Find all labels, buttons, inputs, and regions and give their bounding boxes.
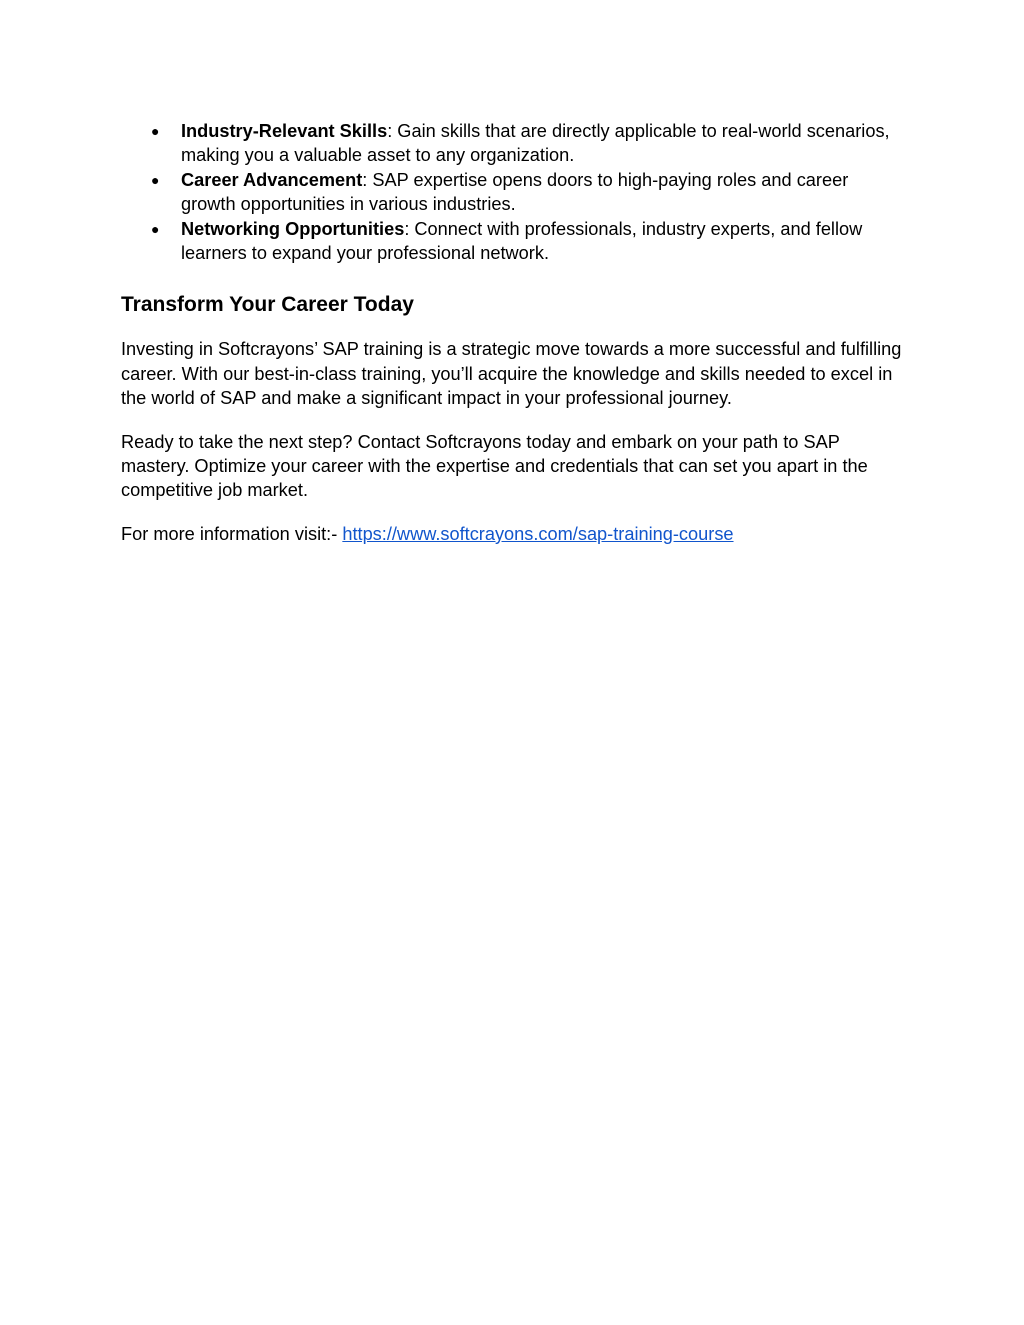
bullet-icon: ● [151,123,160,139]
more-info-label: For more information visit:- [121,523,343,544]
list-item [121,168,906,217]
paragraph-next-step: Ready to take the next step? Contact Softcrayons today and embark on your path to SAP mastery. Optimize your career with the expertise and credentials that can set you apart in the competitive job market. [121,431,868,501]
list-item-term: Career Advancement [181,169,363,190]
list-item-text: : Gain skills that are directly applicable to real-world scenarios, making you a valuable asset to any organization. [181,121,890,166]
list-item [121,119,906,168]
list-item-term: Industry-Relevant Skills [181,121,388,141]
list-item [121,217,906,266]
more-info-line [121,522,906,546]
paragraph-investing: Investing in Softcrayons’ SAP training is a strategic move towards a more successful and fulfilling career. With our best-in-class training, you’ll acquire the knowledge and skills needed to excel in the world of SAP and make a significant impact in your professional journey. [121,339,902,409]
list-item-term: Networking Opportunities [181,218,405,239]
bullet-icon: ● [151,171,160,188]
document-body [121,119,906,546]
bullet-icon: ● [151,220,160,237]
list-item-text: : Connect with professionals, industry experts, and fellow learners to expand your professional network. [181,218,863,264]
list-item-text: : SAP expertise opens doors to high-paying roles and career growth opportunities in various industries. [181,169,849,215]
benefits-list [121,119,906,265]
section-heading: Transform Your Career Today [121,293,414,317]
training-course-link[interactable]: https://www.softcrayons.com/sap-training-course [342,523,734,544]
